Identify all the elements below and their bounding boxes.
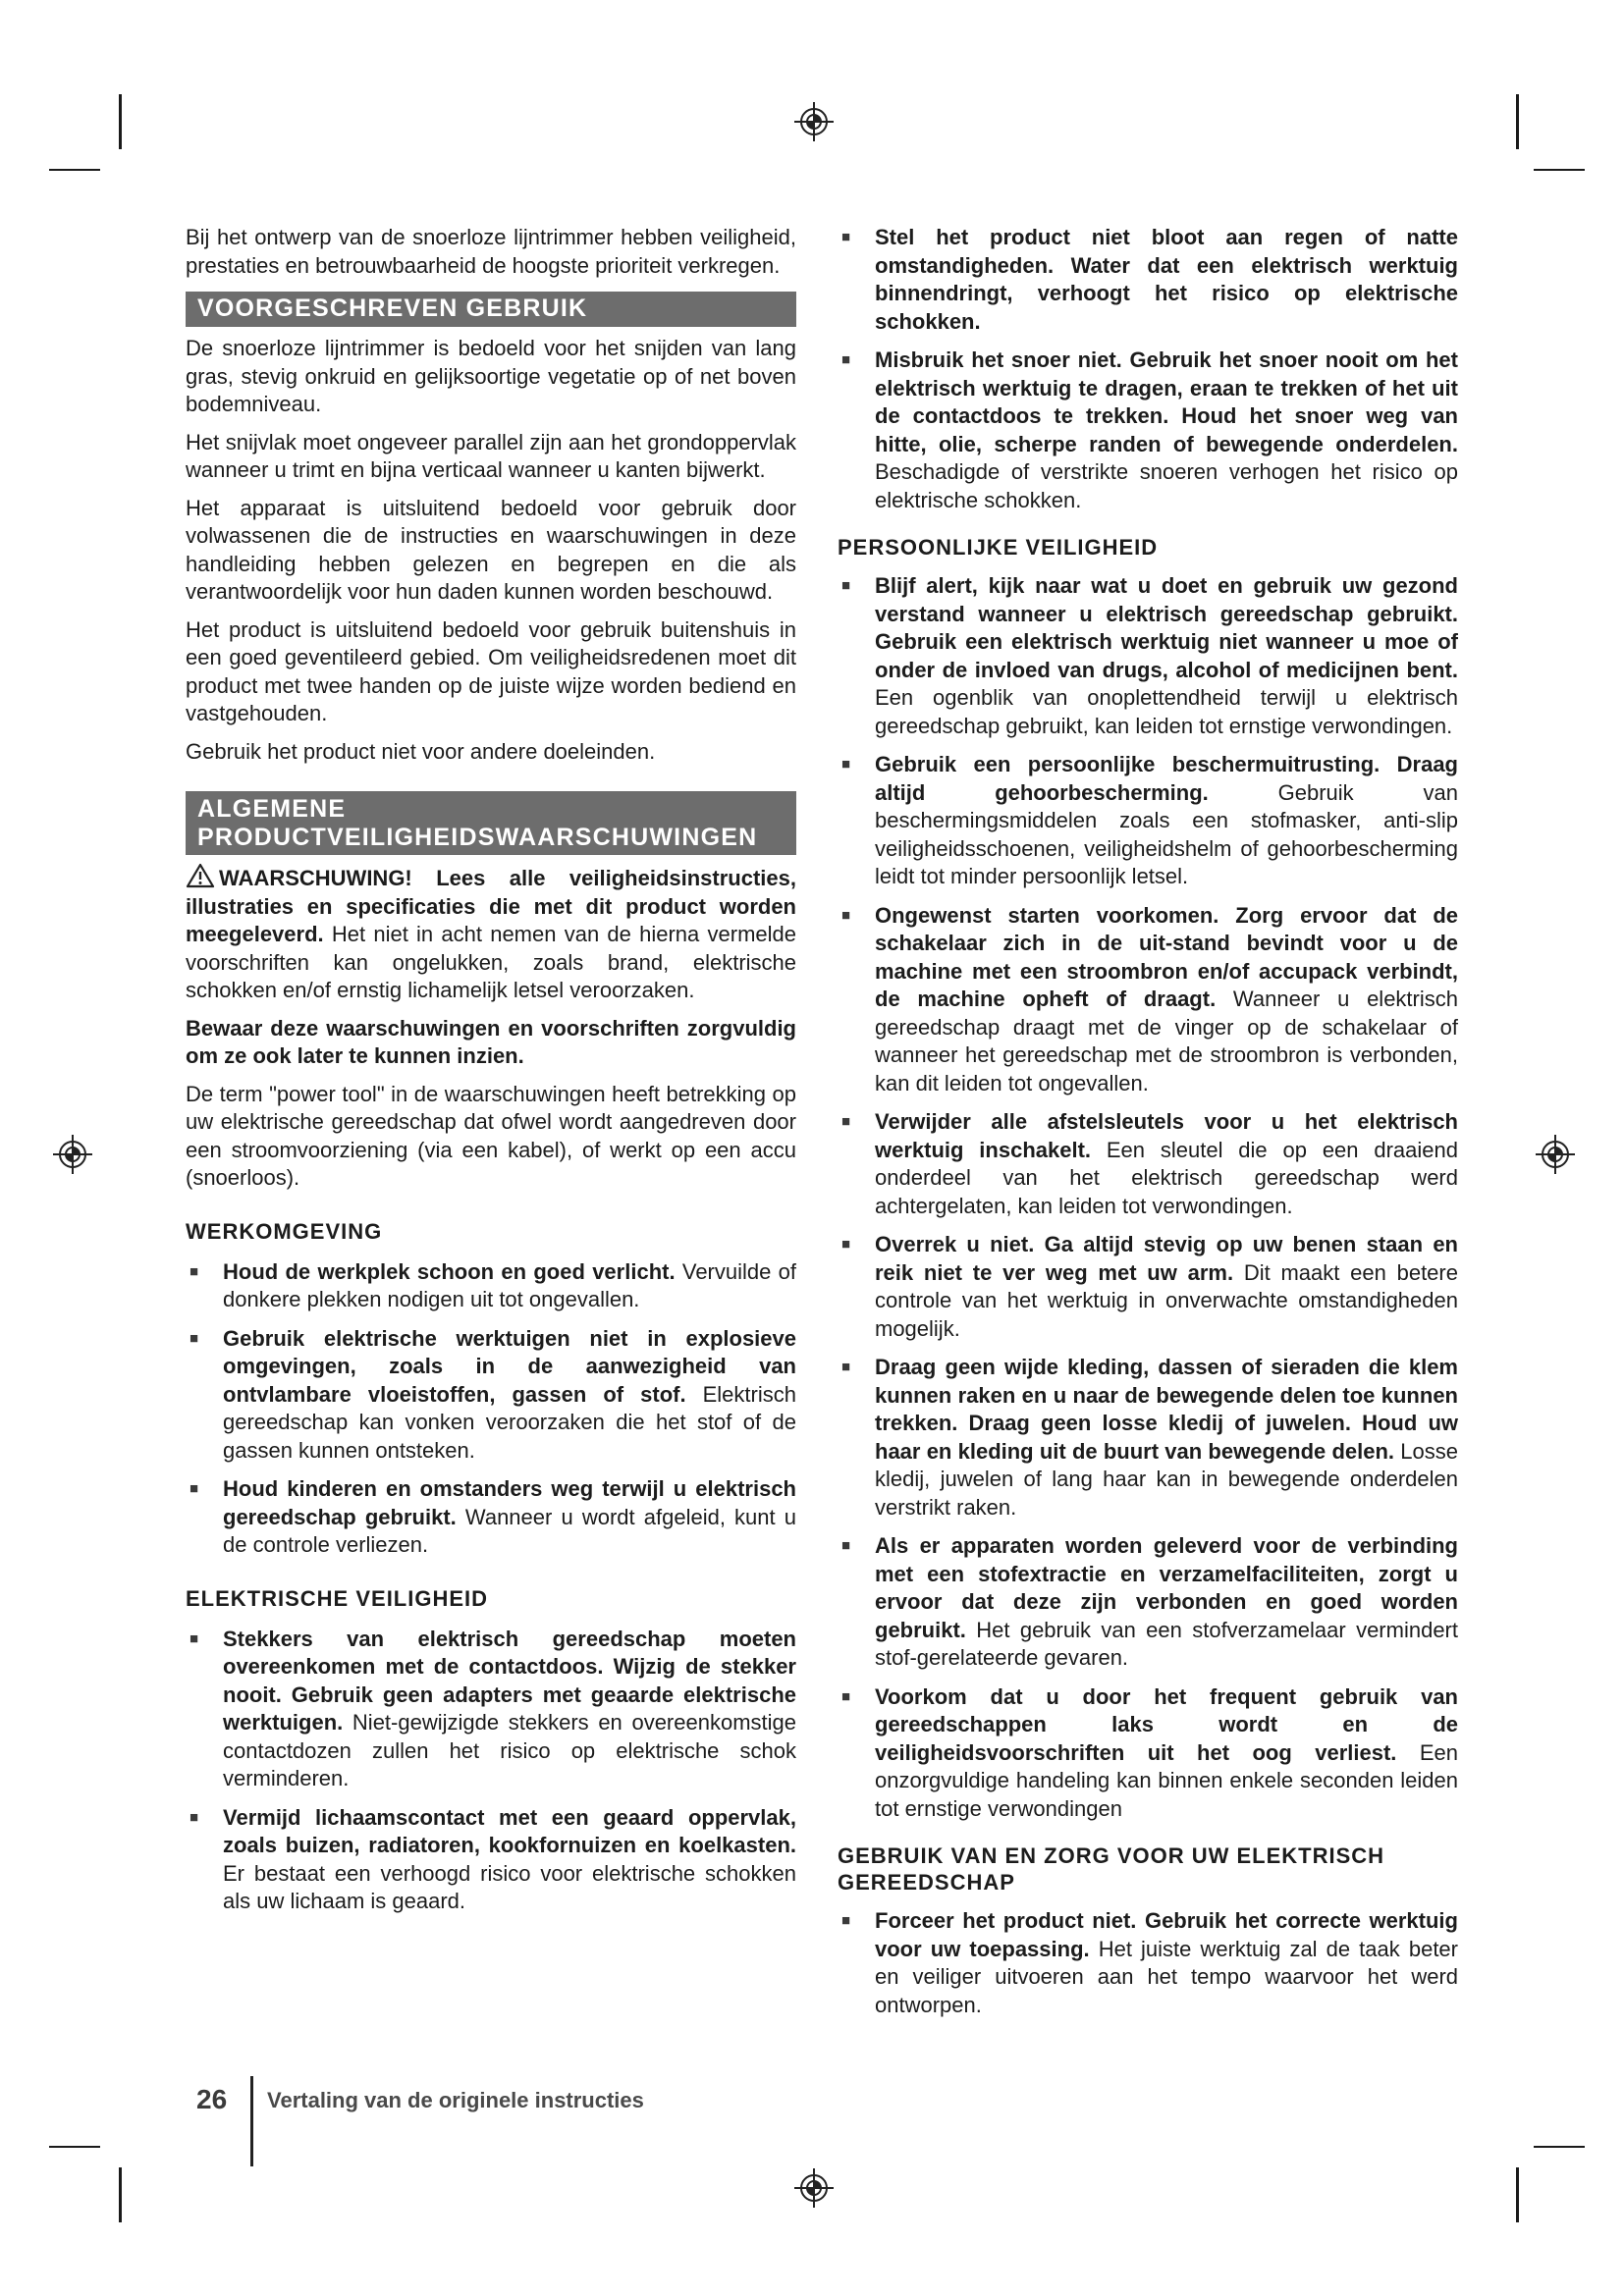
banner-line: PRODUCTVEILIGHEIDSWAARSCHUWINGEN	[197, 824, 758, 851]
electrical-safety-list-continued	[838, 224, 1458, 514]
registration-mark-icon	[792, 100, 836, 143]
item-bold: Overrek u niet. Ga altijd stevig op uw benen staan en reik niet te ver weg met uw arm.	[875, 1232, 1458, 1285]
crop-mark	[119, 94, 122, 149]
list-item	[838, 1683, 1458, 1824]
item-text: Wanneer u elektrisch gereedschap draagt met de vinger op de schakelaar of wanneer het gereedschap met de stroombron is verbonden, kan dit leiden tot ongevallen.	[875, 987, 1458, 1095]
section-banner-intended-use: VOORGESCHREVEN GEBRUIK	[186, 292, 796, 327]
term-paragraph: De term "power tool" in de waarschuwingen heeft betrekking op uw elektrische gereedschap dat ofwel wordt aangedreven door een stroomvoorziening (via een kabel), of werkt op een accu (snoerloos).	[186, 1081, 796, 1190]
usage-paragraph: Het snijvlak moet ongeveer parallel zijn aan het grondoppervlak wanneer u trimt en bijna verticaal wanneer u kanten bijwerkt.	[186, 429, 796, 482]
heading-personal-safety: PERSOONLIJKE VEILIGHEID	[838, 535, 1159, 560]
list-item	[838, 1354, 1458, 1522]
crop-mark	[1534, 2146, 1585, 2148]
item-bold: Verwijder alle afstelsleutels voor u het elektrisch werktuig inschakelt.	[875, 1109, 1458, 1162]
section-banner-general-safety	[186, 791, 796, 855]
item-text: Een ogenblik van onoplettendheid terwijl u elektrisch gereedschap gebruikt, kan leiden tot ernstige verwondingen.	[875, 685, 1458, 738]
footer-text: Vertaling van de originele instructies	[267, 2088, 644, 2112]
usage-paragraph: De snoerloze lijntrimmer is bedoeld voor het snijden van lang gras, stevig onkruid en gelijksoortige vegetatie op of net boven bodemniveau.	[186, 336, 796, 416]
warning-bold: WAARSCHUWING! Lees alle veiligheidsinstructies, illustraties en specificaties die met dit product worden meegeleverd.	[186, 866, 796, 946]
registration-mark-icon	[1534, 1133, 1577, 1176]
keep-instructions-bold: Bewaar deze waarschuwingen en voorschriften zorgvuldig om ze ook later te kunnen inzien.	[186, 1015, 796, 1068]
item-bold: Voorkom dat u door het frequent gebruik van gereedschappen laks wordt en de veiligheidsvoorschriften uit het oog verliest.	[875, 1683, 1458, 1765]
crop-mark	[119, 2167, 122, 2222]
tool-use-list	[838, 1907, 1458, 2019]
crop-mark	[1534, 169, 1585, 171]
item-text: Er bestaat een verhoogd risico voor elektrische schokken als uw lichaam is geaard.	[223, 1860, 796, 1913]
page-number: 26	[196, 2084, 228, 2114]
list-item	[838, 1532, 1458, 1673]
electrical-safety-list	[186, 1626, 796, 1916]
item-text: Het juiste werktuig zal de taak beter en veiliger uitvoeren aan het tempo waarvoor het werd ontworpen.	[875, 1936, 1458, 2017]
registration-mark-icon	[792, 2166, 836, 2210]
item-bold: Houd de werkplek schoon en goed verlicht.	[223, 1258, 676, 1284]
list-item	[186, 1804, 796, 1916]
crop-mark	[49, 2146, 100, 2148]
crop-mark	[1516, 94, 1519, 149]
work-area-list	[186, 1258, 796, 1560]
keep-instructions	[186, 1015, 796, 1071]
list-item	[838, 1907, 1458, 2019]
item-text: Niet-gewijzigde stekkers en overeenkomstige contactdozen zullen het risico op elektrische schok verminderen.	[223, 1710, 796, 1790]
item-text: Het gebruik van een stofverzamelaar vermindert stof-gerelateerde gevaren.	[875, 1617, 1458, 1670]
personal-safety-list	[838, 572, 1458, 1823]
item-bold: Houd kinderen en omstanders weg terwijl u elektrisch gereedschap gebruikt.	[223, 1476, 796, 1529]
list-item	[186, 1626, 796, 1793]
footer-divider	[250, 2076, 253, 2166]
heading-electrical-safety: ELEKTRISCHE VEILIGHEID	[186, 1585, 489, 1611]
item-bold: Gebruik een persoonlijke beschermuitrusting. Draag altijd gehoorbescherming.	[875, 752, 1458, 805]
item-bold: Gebruik elektrische werktuigen niet in explosieve omgevingen, zoals in de aanwezigheid van ontvlambare vloeistoffen, gassen of stof.	[223, 1325, 796, 1407]
item-bold: Ongewenst starten voorkomen. Zorg ervoor dat de schakelaar zich in de uit-stand bevindt voor u de machine met een stroombron en/of accupack verbindt, de machine opheft of draagt.	[875, 902, 1458, 1011]
list-item	[838, 224, 1458, 336]
banner-line: ALGEMENE	[197, 795, 347, 823]
usage-paragraph: Het apparaat is uitsluitend bedoeld voor gebruik door volwassenen die de instructies en waarschuwingen in deze handleiding hebben gelezen en begrepen en die als verantwoordelijk voor hun daden kunnen worden beschouwd.	[186, 495, 796, 604]
item-bold: Misbruik het snoer niet. Gebruik het snoer nooit om het elektrisch werktuig te dragen, eraan te trekken of het uit de contactdoos te trekken. Houd het snoer weg van hitte, olie, scherpe randen of bewegende onderdelen.	[875, 347, 1458, 456]
item-bold: Forceer het product niet. Gebruik het correcte werktuig voor uw toepassing.	[875, 1908, 1458, 1961]
intro-paragraph: Bij het ontwerp van de snoerloze lijntrimmer hebben veiligheid, prestaties en betrouwbaarheid de hoogste prioriteit verkregen.	[186, 225, 796, 278]
list-item	[186, 1325, 796, 1466]
item-text: Een sleutel die op een draaiend onderdeel van het elektrisch gereedschap werd achtergelaten, kan leiden tot verwondingen.	[875, 1137, 1458, 1218]
list-item	[838, 1231, 1458, 1343]
list-item	[838, 572, 1458, 740]
item-text: Dit maakt een betere controle van het werktuig in onverwachte omstandigheden mogelijk.	[875, 1259, 1458, 1341]
list-item	[186, 1258, 796, 1314]
item-text: Beschadigde of verstrikte snoeren verhogen het risico op elektrische schokken.	[875, 459, 1458, 512]
list-item	[838, 751, 1458, 891]
item-bold: Vermijd lichaamscontact met een geaard oppervlak, zoals buizen, radiatoren, kookfornuizen en koelkasten.	[223, 1804, 796, 1857]
item-text: Wanneer u wordt afgeleid, kunt u de controle verliezen.	[223, 1504, 796, 1557]
item-text: Elektrisch gereedschap kan vonken veroorzaken die het stof of de gassen kunnen ontsteken.	[223, 1381, 796, 1463]
warning-paragraph	[186, 863, 796, 1005]
list-item	[838, 1108, 1458, 1220]
item-bold: Blijf alert, kijk naar wat u doet en gebruik uw gezond verstand wanneer u elektrisch gereedschap gebruikt. Gebruik een elektrisch werktuig niet wanneer u moe of onder de invloed van drugs, alcohol of medicijnen bent.	[875, 573, 1458, 682]
heading-work-area: WERKOMGEVING	[186, 1218, 383, 1244]
item-text: Losse kledij, juwelen of lang haar kan in bewegende onderdelen verstrikt raken.	[875, 1438, 1458, 1520]
usage-paragraph: Het product is uitsluitend bedoeld voor gebruik buitenshuis in een goed geventileerd gebied. Om veiligheidsredenen moet dit product met twee handen op de juiste wijze worden bediend en vastgehouden.	[186, 616, 796, 725]
crop-mark	[1516, 2167, 1519, 2222]
registration-mark-icon	[51, 1133, 94, 1176]
right-column	[838, 224, 1458, 2030]
usage-paragraph: Gebruik het product niet voor andere doeleinden.	[186, 738, 656, 764]
crop-mark	[49, 169, 100, 171]
heading-tool-use-and-care: GEBRUIK VAN EN ZORG VOOR UW ELEKTRISCH GEREEDSCHAP	[838, 1843, 1385, 1895]
item-text: Een onzorgvuldige handeling kan binnen enkele seconden leiden tot ernstige verwondingen	[875, 1739, 1458, 1821]
item-bold: Stekkers van elektrisch gereedschap moeten overeenkomen met de contactdoos. Wijzig de stekker nooit. Gebruik geen adapters met geaarde elektrische werktuigen.	[223, 1626, 796, 1735]
list-item	[838, 902, 1458, 1098]
list-item	[186, 1475, 796, 1560]
warning-text: Het niet in acht nemen van de hierna vermelde voorschriften kan ongelukken, zoals brand, elektrische schokken en/of ernstig lichamelijk letsel veroorzaken.	[186, 922, 796, 1002]
item-bold: Draag geen wijde kleding, dassen of sieraden die klem kunnen raken en u naar de bewegende delen toe kunnen trekken. Draag geen losse kledij of juwelen. Houd uw haar en kleding uit de buurt van bewegende delen.	[875, 1355, 1458, 1464]
list-item	[838, 347, 1458, 514]
item-text: Vervuilde of donkere plekken nodigen uit tot ongevallen.	[223, 1258, 796, 1311]
item-text: Gebruik van beschermingsmiddelen zoals een stofmasker, anti-slip veiligheidsschoenen, veiligheidshelm of gehoorbescherming leidt tot minder persoonlijk letsel.	[875, 779, 1459, 888]
item-bold: Als er apparaten worden geleverd voor de verbinding met een stofextractie en verzamelfaciliteiten, zorgt u ervoor dat deze zijn verbonden en goed worden gebruikt.	[875, 1533, 1458, 1642]
warning-triangle-icon	[186, 863, 215, 888]
item-bold: Stel het product niet bloot aan regen of natte omstandigheden. Water dat een elektrisch werktuig binnendringt, verhoogt het risico op elektrische schokken.	[875, 225, 1458, 334]
left-column	[186, 224, 796, 1927]
